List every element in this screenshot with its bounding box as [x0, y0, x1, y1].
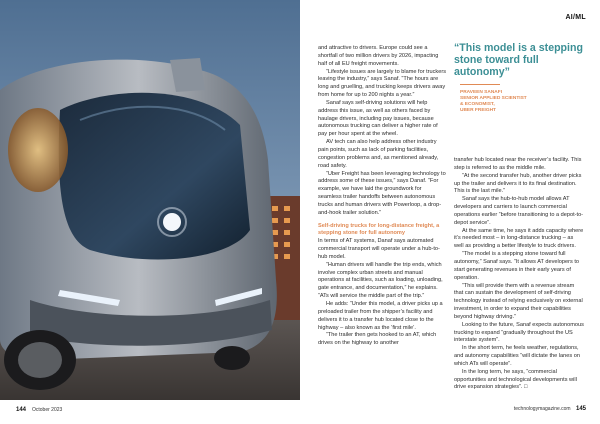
paragraph: “At the second transfer hub, another driver picks up the trailer and delivers it to its final destination. This is the last mile.” — [454, 172, 582, 195]
paragraph: “The trailer then gets hooked to an AT, which drives on the highway to another — [318, 332, 437, 347]
paragraph: “Human drivers will handle the trip ends, which involve complex urban streets and manual operations at facilities, such as loading, unloading, gate entrance, and documentation,” he explains. “ATs will service the middle part of the trip.” — [318, 261, 443, 300]
pull-quote-company: UBER FREIGHT — [460, 108, 496, 113]
right-page-number: 145 — [575, 406, 586, 412]
paragraph: AV tech can also help address other industry pain points, such as lack of parking facilities, congestion problems and, as mentioned already, road safety. — [318, 139, 439, 169]
paragraph: Sanaf says self-driving solutions will help address this issue, as well as others faced by haulage drivers, including pay issues, because autonomous trucking can deliver a higher rate of pay per hour spent at the wheel. — [318, 99, 438, 138]
paragraph: Sanaf says the hub-to-hub model allows AT developers and carriers to launch commercial operations earlier “before transitioning to a depot-to-depot service”. — [454, 196, 584, 226]
pull-quote-title: & ECONOMIST, — [460, 102, 495, 107]
article-column-2 — [454, 157, 584, 392]
paragraph: “Uber Freight has been leveraging technology to address some of these issues,” says Danaf. “For example, we have laid the groundwork for seamless trailer handoffs between autonomous trucks and human drivers with Powerloop, a drop-and-hook trailer solution.” — [318, 170, 446, 216]
subheading: Self-driving trucks for long-distance freight, a stepping stone for full autonomy — [318, 222, 440, 237]
paragraph: transfer hub located near the receiver’s facility. This step is referred to as the middle mile. — [454, 157, 582, 171]
paragraph: Looking to the future, Sanaf expects autonomous trucking to expand “gradually throughout the US interstate system”. — [454, 321, 584, 344]
section-tag: AI/ML — [565, 14, 586, 21]
left-page-number: 144 — [16, 407, 27, 413]
paragraph: He adds: “Under this model, a driver picks up a preloaded trailer from the shipper’s facility and delivers it to a transfer hub located close to the highway – also known as the ‘first mile’. — [318, 301, 443, 331]
right-page-footer — [514, 406, 586, 412]
pull-quote-title: SENIOR APPLIED SCIENTIST — [460, 96, 527, 101]
paragraph: “The model is a stepping stone toward full autonomy,” Sanaf says. “It allows AT developers to start generating revenues in their early years of operation. — [454, 251, 579, 281]
pull-quote-text: “This model is a stepping stone toward full autonomy” — [454, 42, 583, 78]
paragraph: In the long term, he says, “commercial opportunities and technological developments will drive expansion strategies”. □ — [454, 368, 577, 391]
paragraph: At the same time, he says it adds capacity where it’s needed most – in long-distance trucking – as well as providing a better lifestyle to truck drivers. — [454, 227, 584, 250]
pull-quote — [454, 42, 594, 114]
left-page-footer — [0, 400, 300, 424]
pull-quote-rule — [460, 84, 500, 85]
paragraph: “This will provide them with a revenue stream that can sustain the development of self-driving technology instead of relying exclusively on external investment, in order to expand their capabilities beyond highway driving.” — [454, 282, 583, 320]
pull-quote-name: PRAVEEN SANAFI — [460, 90, 503, 95]
paragraph: In the short term, he feels weather, regulations, and autonomy capabilities “will dictate the lanes on which ATs will operate”. — [454, 345, 580, 367]
issue-date: October 2023 — [32, 407, 63, 413]
site-url[interactable]: technologymagazine.com — [513, 406, 571, 412]
paragraph: “Lifestyle issues are largely to blame for truckers leaving the industry,” says Sanaf. “The hours are long and gruelling, and trucking keeps drivers away from home for up to 200 nights a year.” — [318, 68, 447, 99]
article-column-1 — [318, 45, 446, 348]
paragraph: In terms of AT systems, Danaf says automated commercial transport will operate under a hub-to-hub model. — [318, 238, 440, 260]
paragraph: and attractive to drivers. Europe could see a shortfall of two million drivers by 2026, impacting half of all EU freight movements. — [318, 45, 439, 67]
